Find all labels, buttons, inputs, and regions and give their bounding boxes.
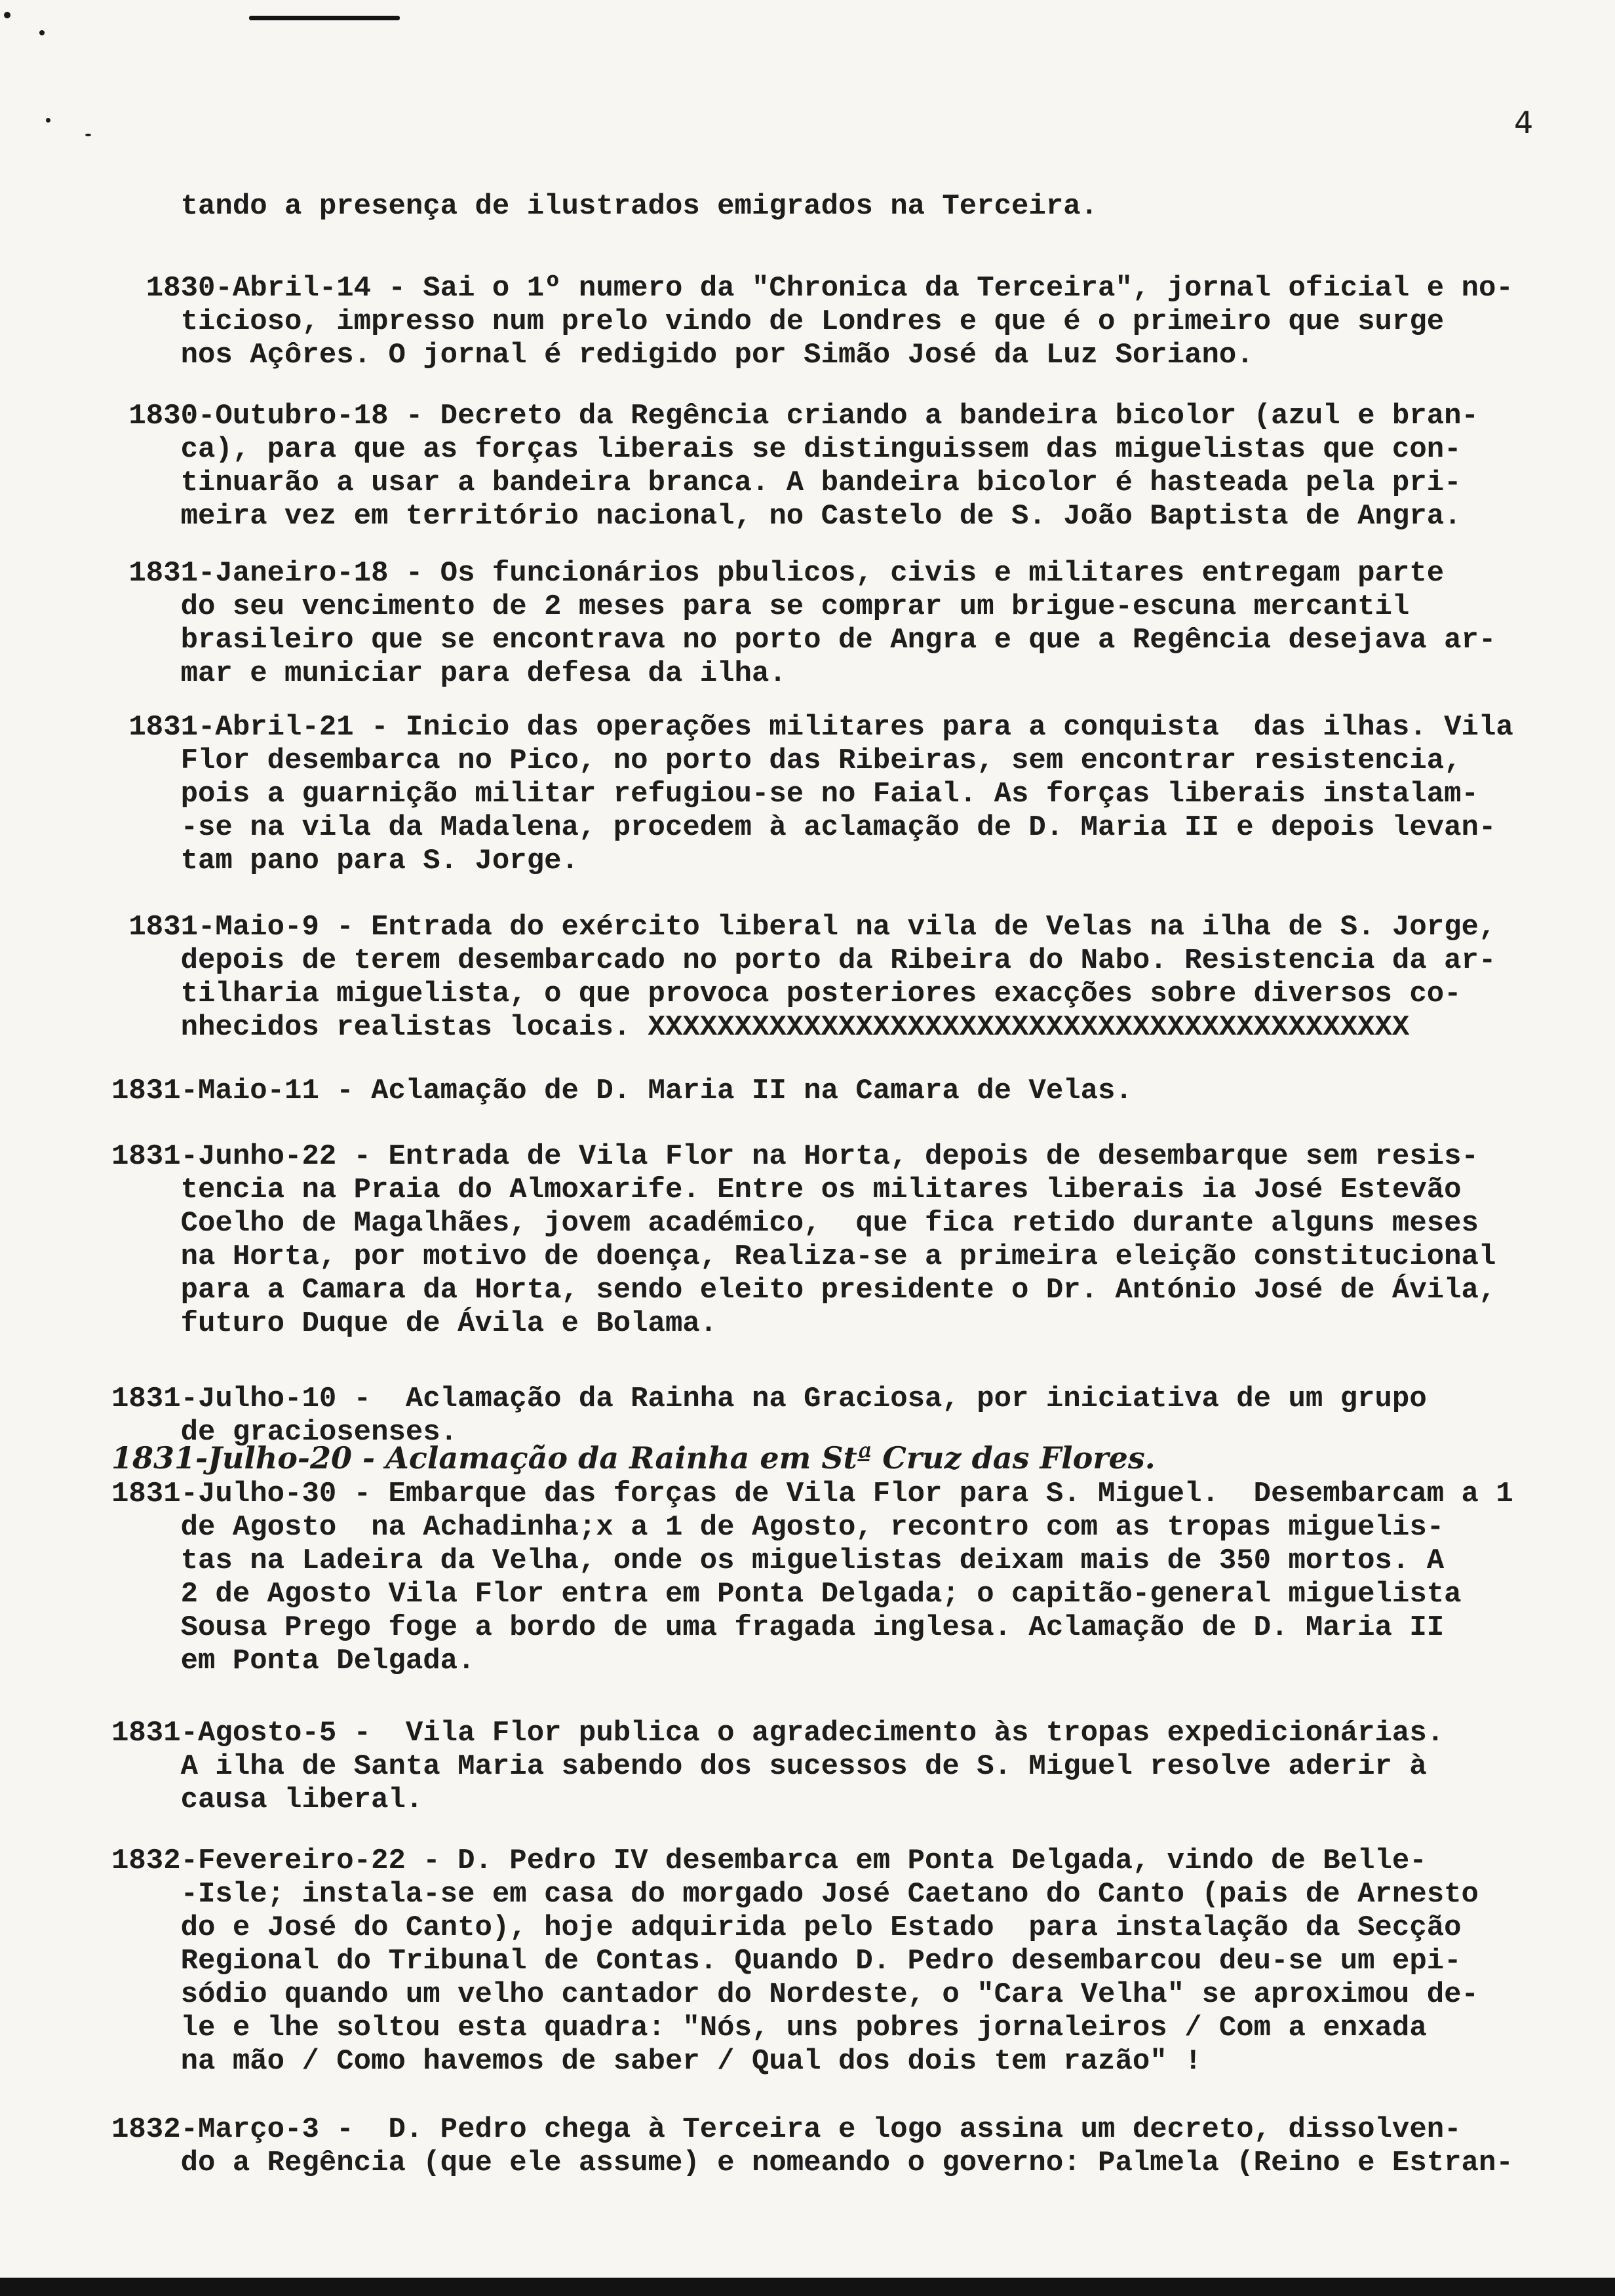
text-line: tinuarão a usar a bandeira branca. A bandeira bicolor é hasteada pela pri- [111,467,1462,499]
text-line: Regional do Tribunal de Contas. Quando D. Pedro desembarcou deu-se um epi- [111,1945,1462,1978]
entry-1830-abril-14 [111,272,1513,372]
text-line: do seu vencimento de 2 meses para se comprar um brigue-escuna mercantil [111,590,1410,623]
handwritten-line: 1831-Julho-20 - Aclamação da Rainha em Stª Cruz das Flores. [111,1440,1156,1476]
text-line: de graciosenses. [111,1416,458,1449]
text-line: depois de terem desembarcado no porto da Ribeira do Nabo. Resistencia da ar- [111,944,1496,977]
page-number: 4 [1514,105,1534,140]
top-rule [249,16,400,20]
text-line: 1831-Agosto-5 - Vila Flor publica o agradecimento às tropas expedicionárias. [111,1717,1445,1750]
text-line: na Horta, por motivo de doença, Realiza-se a primeira eleição constitucional [111,1240,1496,1273]
text-line: 1831-Maio-11 - Aclamação de D. Maria II na Camara de Velas. [111,1075,1133,1107]
text-line: Flor desembarca no Pico, no porto das Ribeiras, sem encontrar resistencia, [111,744,1462,777]
text-line: tas na Ladeira da Velha, onde os miguelistas deixam mais de 350 mortos. A [111,1544,1445,1577]
text-line: 1832-Fevereiro-22 - D. Pedro IV desembarca em Ponta Delgada, vindo de Belle- [111,1845,1427,1877]
text-line: causa liberal. [111,1784,423,1816]
entry-1832-marco-3 [111,2113,1513,2180]
text-line: na mão / Como havemos de saber / Qual dos dois tem razão" ! [111,2045,1202,2078]
text-line: meira vez em território nacional, no Castelo de S. João Baptista de Angra. [111,500,1462,533]
entry-1831-julho-10 [111,1383,1427,1449]
margin-mark [4,12,10,18]
text-line: ca), para que as forças liberais se distinguissem das miguelistas que con- [111,433,1462,466]
text-line: para a Camara da Horta, sendo eleito presidente o Dr. António José de Ávila, [111,1274,1496,1307]
text-line: Sousa Prego foge a bordo de uma fragada inglesa. Aclamação de D. Maria II [111,1611,1445,1644]
entry-1831-agosto-5 [111,1717,1444,1817]
entry-1831-janeiro-18 [111,557,1496,691]
entry-1831-julho-30 [111,1478,1513,1678]
text-line: 1831-Janeiro-18 - Os funcionários pbulicos, civis e militares entregam parte [111,557,1445,590]
text-line: 1830-Abril-14 - Sai o 1º numero da "Chronica da Terceira", jornal oficial e no- [111,272,1513,305]
text-line: 1832-Março-3 - D. Pedro chega à Terceira e logo assina um decreto, dissolven- [111,2113,1462,2146]
margin-mark [39,30,45,35]
text-line: 2 de Agosto Vila Flor entra em Ponta Delgada; o capitão-general miguelista [111,1578,1462,1611]
entry-1832-fevereiro-22 [111,1845,1479,2078]
scan-bottom-edge [0,2278,1615,2296]
text-line: do e José do Canto), hoje adquirida pelo Estado para instalação da Secção [111,1911,1462,1944]
entry-1831-maio-11 [111,1075,1133,1108]
entry-1831-junho-22 [111,1140,1496,1341]
text-line: tencia na Praia do Almoxarife. Entre os militares liberais ia José Estevão [111,1174,1462,1206]
entry-1831-abril-21 [111,711,1513,878]
margin-mark [46,118,50,123]
text-line: futuro Duque de Ávila e Bolama. [111,1307,718,1340]
entry-1831-maio-9 [111,911,1496,1044]
text-line: 1831-Julho-30 - Embarque das forças de Vila Flor para S. Miguel. Desembarcam a 1 [111,1478,1513,1510]
text-line: -Isle; instala-se em casa do morgado José Caetano do Canto (pais de Arnesto [111,1878,1479,1911]
handwritten-annotation [111,1442,1156,1475]
text-line: tilharia miguelista, o que provoca posteriores exacções sobre diversos co- [111,978,1462,1010]
text-line: A ilha de Santa Maria sabendo dos sucessos de S. Miguel resolve aderir à [111,1750,1427,1783]
margin-mark [85,134,91,136]
text-line: -se na vila da Madalena, procedem à aclamação de D. Maria II e depois levan- [111,811,1496,844]
text-line: 1830-Outubro-18 - Decreto da Regência criando a bandeira bicolor (azul e bran- [111,400,1479,432]
entry-1830-outubro-18 [111,400,1479,533]
text-line: 1831-Julho-10 - Aclamação da Rainha na Graciosa, por iniciativa de um grupo [111,1383,1427,1415]
entry-continuation [111,190,1098,223]
text-line: em Ponta Delgada. [111,1645,475,1677]
text-line: 1831-Abril-21 - Inicio das operações militares para a conquista das ilhas. Vila [111,711,1513,744]
text-line: tando a presença de ilustrados emigrados na Terceira. [111,190,1099,223]
text-line: sódio quando um velho cantador do Nordeste, o "Cara Velha" se aproximou de- [111,1978,1479,2011]
text-line: de Agosto na Achadinha;x a 1 de Agosto, recontro com as tropas miguelis- [111,1511,1445,1544]
text-line: nhecidos realistas locais. XXXXXXXXXXXXXXXXXXXXXXXXXXXXXXXXXXXXXXXXXXXX [111,1011,1410,1044]
text-line: nos Açôres. O jornal é redigido por Simão José da Luz Soriano. [111,339,1254,372]
text-line: brasileiro que se encontrava no porto de Angra e que a Regência desejava ar- [111,624,1496,657]
text-line: Coelho de Magalhães, jovem académico, que fica retido durante alguns meses [111,1207,1479,1240]
text-line: pois a guarnição militar refugiou-se no Faial. As forças liberais instalam- [111,778,1479,811]
text-line: 1831-Maio-9 - Entrada do exército liberal na vila de Velas na ilha de S. Jorge, [111,911,1496,944]
text-line: le e lhe soltou esta quadra: "Nós, uns pobres jornaleiros / Com a enxada [111,2012,1427,2044]
text-line: mar e municiar para defesa da ilha. [111,657,787,690]
text-line: 1831-Junho-22 - Entrada de Vila Flor na Horta, depois de desembarque sem resis- [111,1140,1479,1173]
text-line: tam pano para S. Jorge. [111,845,579,877]
text-line: do a Regência (que ele assume) e nomeando o governo: Palmela (Reino e Estran- [111,2147,1513,2179]
text-line: ticioso, impresso num prelo vindo de Londres e que é o primeiro que surge [111,305,1445,338]
